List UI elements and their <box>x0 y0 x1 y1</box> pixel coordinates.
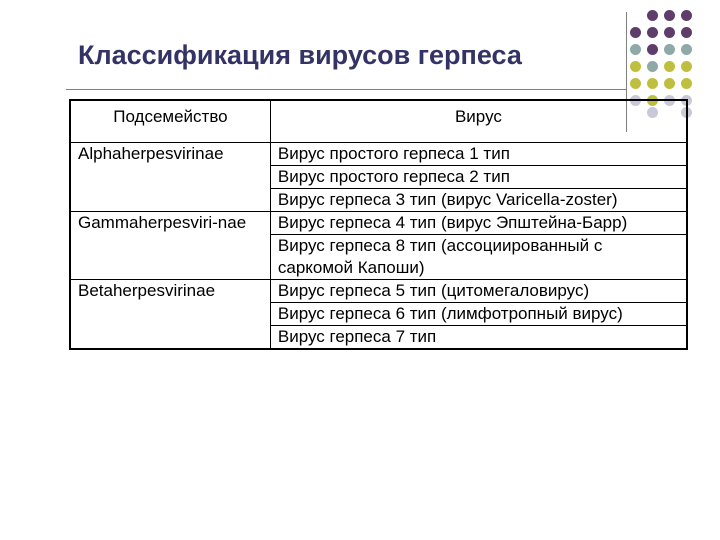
decorative-dot <box>681 27 692 38</box>
table-header-row <box>70 100 687 143</box>
virus-cell: Вирус герпеса 7 тип <box>270 326 687 350</box>
decorative-dot <box>664 10 675 21</box>
decorative-dot <box>681 78 692 89</box>
decorative-dot <box>630 78 641 89</box>
decorative-dot <box>681 44 692 55</box>
subfamily-gamma: Gammaherpesviri-nae <box>70 212 270 280</box>
decorative-dot <box>664 44 675 55</box>
decorative-dot <box>630 27 641 38</box>
subfamily-beta: Betaherpesvirinae <box>70 280 270 350</box>
title-underline <box>66 89 626 90</box>
virus-cell: Вирус герпеса 8 тип (ассоциированный с саркомой Капоши) <box>270 235 687 280</box>
decorative-dot <box>647 44 658 55</box>
virus-cell: Вирус герпеса 3 тип (вирус Varicella-zoster) <box>270 189 687 212</box>
header-virus: Вирус <box>270 100 687 143</box>
virus-cell: Вирус простого герпеса 1 тип <box>270 143 687 166</box>
subfamily-alpha: Alphaherpesvirinae <box>70 143 270 212</box>
virus-cell: Вирус простого герпеса 2 тип <box>270 166 687 189</box>
virus-cell: Вирус герпеса 4 тип (вирус Эпштейна-Барр) <box>270 212 687 235</box>
decorative-dot <box>664 61 675 72</box>
virus-cell: Вирус герпеса 6 тип (лимфотропный вирус) <box>270 303 687 326</box>
table-row <box>70 280 687 303</box>
decorative-dot <box>647 10 658 21</box>
decorative-dot <box>647 78 658 89</box>
decorative-dot <box>647 27 658 38</box>
table-row <box>70 143 687 166</box>
virus-cell: Вирус герпеса 5 тип (цитомегаловирус) <box>270 280 687 303</box>
decorative-dot <box>630 44 641 55</box>
decorative-dot <box>664 27 675 38</box>
decorative-dot <box>681 61 692 72</box>
decorative-dot <box>681 10 692 21</box>
page-title: Классификация вирусов герпеса <box>78 40 522 70</box>
table-row <box>70 212 687 235</box>
decorative-dot <box>647 61 658 72</box>
herpes-classification-table <box>69 99 688 350</box>
header-subfamily: Подсемейство <box>70 100 270 143</box>
decorative-dot <box>664 78 675 89</box>
decorative-dot <box>630 61 641 72</box>
